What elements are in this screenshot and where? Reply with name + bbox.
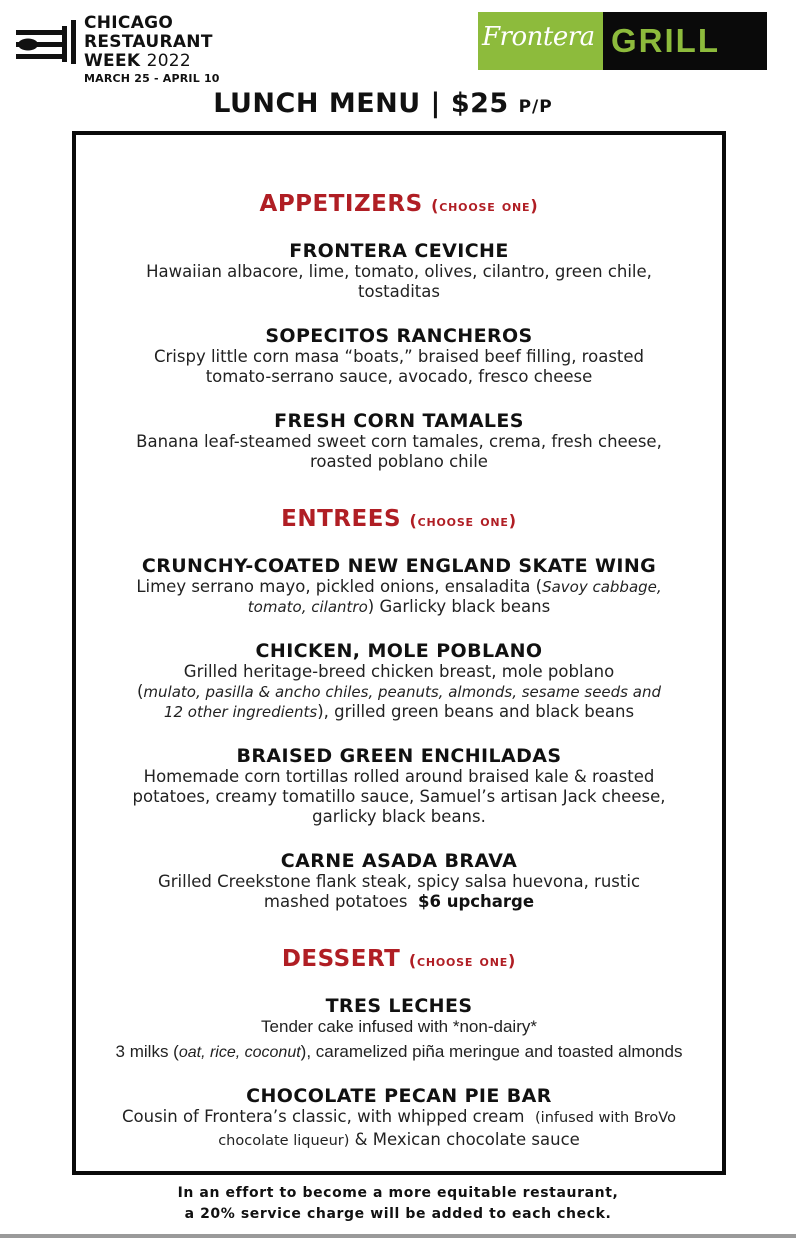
menu-item-frontera-ceviche (76, 240, 722, 302)
section-title: DESSERT (281, 946, 401, 972)
item-description-line: tomato-serrano sauce, avocado, fresco cheese (205, 367, 593, 386)
item-name: FRESH CORN TAMALES (274, 410, 524, 432)
footer-line: In an effort to become a more equitable restaurant, (177, 1185, 619, 1201)
item-name: BRAISED GREEN ENCHILADAS (236, 745, 562, 767)
section-qualifier: (choose one) (409, 511, 517, 530)
event-week: WEEK (84, 51, 141, 71)
item-description-line: tostaditas (358, 282, 440, 301)
item-description-line: tomato, cilantro) Garlicky black beans (247, 597, 551, 616)
event-year: 2022 (146, 51, 192, 71)
item-description-line: Cousin of Frontera’s classic, with whipped cream (infused with BroVo (122, 1107, 676, 1126)
section-qualifier: (choose one) (408, 951, 517, 970)
item-description-line: 3 milks (oat, rice, coconut), caramelized piña meringue and toasted almonds (115, 1042, 683, 1061)
price-suffix: P/P (518, 97, 553, 117)
item-description-line: 12 other ingredients), grilled green beans and black beans (163, 702, 635, 721)
menu-item-sopecitos-rancheros (76, 325, 722, 387)
item-name: FRONTERA CEVICHE (289, 240, 509, 262)
logo-black-panel (603, 12, 767, 70)
item-name: CRUNCHY-COATED NEW ENGLAND SKATE WING (141, 555, 657, 577)
event-name-line-1: CHICAGO (84, 13, 174, 33)
item-description-line: Tender cake infused with *non-dairy* (261, 1017, 537, 1036)
item-description-line: Homemade corn tortillas rolled around braised kale & roasted (143, 767, 655, 786)
logo-grill-text: GRILL (611, 22, 720, 59)
event-dates: MARCH 25 - APRIL 10 (84, 72, 220, 85)
logo-script-text: Frontera (482, 22, 595, 52)
page-title (0, 88, 766, 119)
event-logo (16, 14, 256, 84)
item-description-line: Banana leaf-steamed sweet corn tamales, crema, fresh cheese, (136, 432, 662, 451)
item-description-line: (mulato, pasilla & ancho chiles, peanuts, almonds, sesame seeds and (136, 682, 661, 701)
service-charge-note (0, 1183, 796, 1225)
item-description-line: Limey serrano mayo, pickled onions, ensaladita (Savoy cabbage, (136, 577, 662, 596)
upcharge-label: $6 upcharge (418, 892, 535, 911)
bottom-divider (0, 1234, 796, 1238)
section-qualifier: (choose one) (431, 196, 539, 215)
event-name-line-3 (84, 52, 220, 71)
item-description-line: Grilled Creekstone flank steak, spicy salsa huevona, rustic (157, 872, 641, 891)
fork-knife-icon (16, 16, 78, 68)
menu-item-skate-wing (76, 555, 722, 617)
section-entrees (72, 506, 726, 532)
item-name: CHOCOLATE PECAN PIE BAR (246, 1085, 552, 1107)
item-name: CARNE ASADA BRAVA (280, 850, 518, 872)
footer-line: a 20% service charge will be added to each check. (184, 1206, 612, 1222)
item-description-line: roasted poblano chile (310, 452, 488, 471)
menu-item-carne-asada-brava (76, 850, 722, 912)
menu-title: LUNCH MENU | $25 (213, 88, 509, 119)
restaurant-logo (478, 12, 767, 70)
menu-item-tres-leches (76, 995, 722, 1063)
menu-item-braised-green-enchiladas (76, 745, 722, 827)
menu-item-chocolate-pecan-pie-bar (76, 1085, 722, 1151)
menu-item-chicken-mole-poblano (76, 640, 722, 722)
item-description-line: chocolate liqueur) & Mexican chocolate sauce (218, 1130, 580, 1149)
item-description-line: Crispy little corn masa “boats,” braised beef filling, roasted (153, 347, 645, 366)
item-name: TRES LECHES (325, 995, 473, 1017)
section-title: APPETIZERS (259, 191, 423, 217)
section-dessert (72, 946, 726, 972)
section-title: ENTREES (281, 506, 402, 532)
logo-green-panel (478, 12, 603, 70)
item-name: CHICKEN, MOLE POBLANO (255, 640, 543, 662)
item-description-line: Grilled heritage-breed chicken breast, mole poblano (183, 662, 615, 681)
menu-item-fresh-corn-tamales (76, 410, 722, 472)
item-description-line: Hawaiian albacore, lime, tomato, olives, cilantro, green chile, (146, 262, 652, 281)
event-name-line-2: RESTAURANT (84, 32, 213, 52)
item-description-line: potatoes, creamy tomatillo sauce, Samuel’s artisan Jack cheese, (132, 787, 666, 806)
section-appetizers (72, 191, 726, 217)
item-description-line: mashed potatoes $6 upcharge (263, 892, 535, 911)
item-name: SOPECITOS RANCHEROS (265, 325, 533, 347)
item-description-line: garlicky black beans. (312, 807, 486, 826)
